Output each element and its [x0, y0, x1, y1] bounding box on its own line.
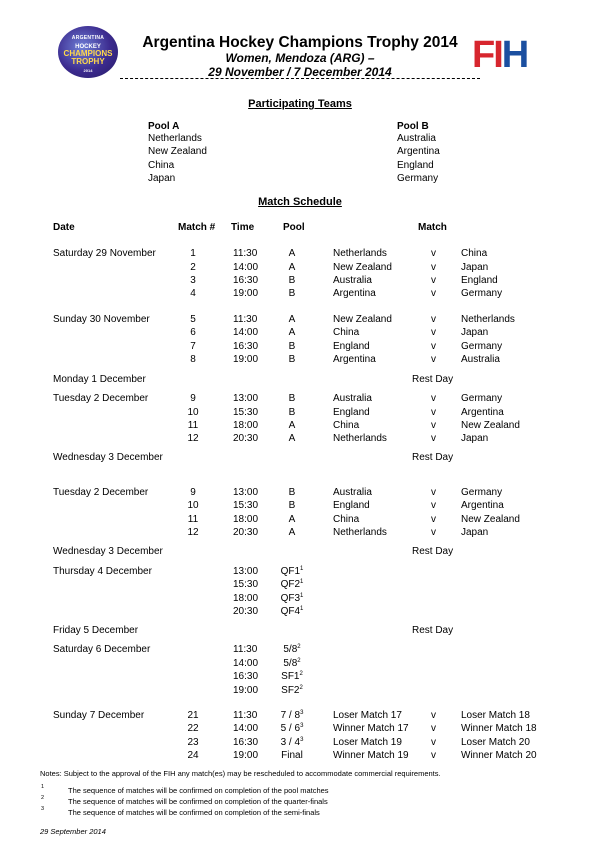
match-time: 20:30	[233, 606, 259, 617]
home-team: England	[333, 500, 370, 511]
match-schedule-heading: Match Schedule	[258, 196, 342, 208]
away-team: Argentina	[461, 500, 504, 511]
versus-label: v	[431, 750, 436, 761]
pool-team: England	[397, 159, 434, 171]
away-team: Winner Match 18	[461, 723, 537, 734]
rest-day-label: Rest Day	[412, 452, 454, 463]
pool-b-heading: Pool B	[397, 121, 429, 132]
schedule-date: Sunday 7 December	[53, 710, 145, 721]
document-dates: 29 November / 7 December 2014	[208, 65, 392, 79]
footnote-marker: 3	[300, 737, 304, 743]
home-team: China	[333, 327, 360, 338]
schedule-date: Tuesday 2 December	[53, 393, 149, 404]
footnote-mark: 1	[41, 784, 45, 790]
match-number: 10	[187, 500, 199, 511]
home-team: Australia	[333, 275, 372, 286]
away-team: Netherlands	[461, 314, 515, 325]
match-number: 12	[187, 527, 199, 538]
rest-day-label: Rest Day	[412, 374, 454, 385]
pool-team: Australia	[397, 133, 436, 144]
versus-label: v	[431, 514, 436, 525]
match-time: 11:30	[233, 710, 258, 721]
versus-label: v	[431, 407, 436, 418]
footnote-marker: 2	[297, 644, 301, 650]
participating-teams-heading: Participating Teams	[248, 98, 352, 110]
pool-a-heading: Pool A	[148, 121, 180, 132]
match-pool: A	[288, 327, 296, 338]
match-time: 16:30	[233, 275, 259, 286]
home-team: Netherlands	[333, 248, 387, 259]
home-team: Argentina	[333, 288, 376, 299]
match-number: 7	[190, 341, 196, 352]
away-team: Germany	[461, 288, 503, 299]
match-pool: $5/8^2$	[283, 658, 301, 669]
match-number: 11	[187, 420, 199, 431]
schedule-date: Sunday 30 November	[53, 314, 150, 325]
footnote-marker: 1	[300, 566, 304, 572]
away-team: England	[461, 275, 498, 286]
match-pool: B	[288, 500, 296, 511]
match-pool: A	[288, 433, 296, 444]
match-time: 14:00	[233, 327, 259, 338]
pool-team: New Zealand	[148, 146, 207, 158]
versus-label: v	[431, 710, 436, 721]
match-time: 15:30	[233, 407, 259, 418]
home-team: Australia	[333, 487, 372, 498]
versus-label: v	[431, 393, 436, 404]
document-title: Argentina Hockey Champions Trophy 2014	[142, 34, 458, 51]
away-team: Germany	[461, 487, 503, 498]
schedule-date: Monday 1 December	[53, 374, 146, 385]
pool-team: Netherlands	[148, 133, 202, 144]
header-divider	[120, 78, 480, 79]
home-team: Loser Match 17	[333, 710, 402, 721]
versus-label: v	[431, 248, 436, 259]
match-number: 2	[190, 262, 196, 273]
match-pool: $QF4^1$	[280, 606, 304, 617]
match-time: 15:30	[233, 579, 259, 590]
footnote-text: The sequence of matches will be confirmed on completion of the semi-finals	[68, 808, 320, 817]
match-time: 19:00	[233, 750, 259, 761]
fih-logo: FIH	[472, 34, 528, 76]
away-team: China	[461, 248, 488, 259]
match-pool: A	[288, 527, 296, 538]
home-team: China	[333, 514, 360, 525]
match-number: 11	[187, 514, 199, 525]
away-team: Winner Match 20	[461, 750, 537, 761]
away-team: Japan	[461, 527, 489, 538]
match-pool: A	[288, 514, 296, 525]
match-time: 18:00	[233, 420, 259, 431]
col-time-header: Time	[231, 222, 255, 233]
home-team: Winner Match 17	[333, 723, 409, 734]
versus-label: v	[431, 275, 436, 286]
pool-team: Germany	[397, 172, 439, 184]
away-team: Japan	[461, 262, 489, 273]
match-pool: $SF1^2$	[281, 671, 303, 682]
match-pool: $SF2^2$	[281, 685, 303, 696]
match-pool: $3 / 4^3$	[280, 737, 304, 748]
document-subtitle: Women, Mendoza (ARG) –	[225, 51, 375, 65]
away-team: Argentina	[461, 407, 504, 418]
notes-text: Notes: Subject to the approval of the FIH any match(es) may be rescheduled to accommodate commercial requirements.	[40, 769, 441, 778]
footer-date: 29 September 2014	[40, 827, 106, 836]
match-pool: B	[288, 288, 296, 299]
rest-day-label: Rest Day	[412, 546, 454, 557]
match-pool: B	[288, 487, 296, 498]
match-time: 11:30	[233, 248, 258, 259]
versus-label: v	[431, 500, 436, 511]
home-team: Loser Match 19	[333, 737, 402, 748]
home-team: New Zealand	[333, 262, 392, 273]
schedule-date: Wednesday 3 December	[53, 546, 163, 557]
match-time: 16:30	[233, 737, 259, 748]
versus-label: v	[431, 288, 436, 299]
away-team: Japan	[461, 327, 489, 338]
match-number: 22	[187, 723, 199, 734]
pool-team: China	[148, 159, 175, 171]
schedule-date: Saturday 6 December	[53, 644, 151, 655]
match-pool: $5 / 6^3$	[280, 723, 304, 734]
pool-team: Japan	[148, 172, 176, 184]
footnote-marker: 3	[300, 723, 304, 729]
versus-label: v	[431, 723, 436, 734]
away-team: Germany	[461, 341, 503, 352]
away-team: Loser Match 20	[461, 737, 530, 748]
footnote-marker: 1	[300, 593, 304, 599]
match-pool: B	[288, 341, 296, 352]
match-number: 4	[190, 288, 196, 299]
match-pool: B	[288, 407, 296, 418]
rest-day-label: Rest Day	[412, 625, 454, 636]
match-number: 12	[187, 433, 199, 444]
match-pool: B	[288, 393, 296, 404]
match-time: 18:00	[233, 593, 259, 604]
footnote-marker: 3	[300, 710, 304, 716]
footnote-marker: 2	[299, 685, 303, 691]
schedule-date: Tuesday 2 December	[53, 487, 149, 498]
home-team: New Zealand	[333, 314, 392, 325]
champions-trophy-logo: ARGENTINA HOCKEY CHAMPIONS TROPHY 2014	[58, 26, 118, 78]
home-team: Netherlands	[333, 433, 387, 444]
match-time: 13:00	[233, 487, 259, 498]
match-number: 24	[187, 750, 199, 761]
match-number: 10	[187, 407, 199, 418]
pool-team: Argentina	[397, 146, 440, 158]
match-time: 14:00	[233, 262, 259, 273]
versus-label: v	[431, 314, 436, 325]
home-team: Argentina	[333, 354, 376, 365]
footnote-text: The sequence of matches will be confirmed on completion of the quarter-finals	[68, 797, 328, 806]
schedule-date: Friday 5 December	[53, 625, 139, 636]
match-time: 13:00	[233, 393, 259, 404]
away-team: Loser Match 18	[461, 710, 530, 721]
away-team: New Zealand	[461, 420, 520, 431]
footnote-marker: 2	[297, 658, 301, 664]
match-time: 16:30	[233, 671, 259, 682]
match-time: 16:30	[233, 341, 259, 352]
home-team: England	[333, 341, 370, 352]
footnote-marker: 1	[300, 606, 304, 612]
match-pool: $QF1^1$	[280, 566, 304, 577]
match-number: 1	[190, 248, 196, 259]
home-team: England	[333, 407, 370, 418]
match-number: 23	[187, 737, 199, 748]
match-time: 19:00	[233, 685, 259, 696]
footnote-mark: 3	[41, 806, 45, 812]
footnote-mark: 2	[41, 795, 45, 801]
match-pool: $7 / 8^3$	[280, 710, 304, 721]
match-time: 19:00	[233, 288, 259, 299]
versus-label: v	[431, 327, 436, 338]
versus-label: v	[431, 487, 436, 498]
away-team: Japan	[461, 433, 489, 444]
match-number: 8	[190, 354, 196, 365]
match-pool: A	[288, 262, 296, 273]
match-time: 14:00	[233, 658, 259, 669]
match-time: 11:30	[233, 644, 258, 655]
home-team: Australia	[333, 393, 372, 404]
match-pool: A	[288, 248, 296, 259]
match-pool: B	[288, 275, 296, 286]
match-pool: Final	[281, 750, 303, 761]
match-pool: $QF2^1$	[280, 579, 304, 590]
match-time: 20:30	[233, 527, 259, 538]
match-number: 21	[187, 710, 199, 721]
col-pool-header: Pool	[283, 222, 305, 233]
versus-label: v	[431, 433, 436, 444]
match-time: 14:00	[233, 723, 259, 734]
schedule-date: Saturday 29 November	[53, 248, 156, 259]
col-match-header: Match	[418, 222, 447, 233]
footnote-marker: 2	[299, 671, 303, 677]
match-time: 13:00	[233, 566, 259, 577]
match-pool: A	[288, 420, 296, 431]
match-pool: $5/8^2$	[283, 644, 301, 655]
match-time: 15:30	[233, 500, 259, 511]
col-date-header: Date	[53, 222, 75, 233]
home-team: China	[333, 420, 360, 431]
match-pool: B	[288, 354, 296, 365]
schedule-date: Wednesday 3 December	[53, 452, 163, 463]
match-number: 9	[190, 487, 196, 498]
footnote-text: The sequence of matches will be confirmed on completion of the pool matches	[68, 786, 329, 795]
match-pool: A	[288, 314, 296, 325]
versus-label: v	[431, 354, 436, 365]
match-number: 3	[190, 275, 196, 286]
match-number: 5	[190, 314, 196, 325]
versus-label: v	[431, 341, 436, 352]
match-number: 6	[190, 327, 196, 338]
versus-label: v	[431, 527, 436, 538]
match-number: 9	[190, 393, 196, 404]
match-time: 18:00	[233, 514, 259, 525]
versus-label: v	[431, 420, 436, 431]
match-time: 20:30	[233, 433, 259, 444]
home-team: Netherlands	[333, 527, 387, 538]
away-team: Germany	[461, 393, 503, 404]
footnote-marker: 1	[300, 579, 304, 585]
versus-label: v	[431, 737, 436, 748]
schedule-date: Thursday 4 December	[53, 566, 152, 577]
match-pool: $QF3^1$	[280, 593, 304, 604]
away-team: Australia	[461, 354, 500, 365]
away-team: New Zealand	[461, 514, 520, 525]
versus-label: v	[431, 262, 436, 273]
match-time: 11:30	[233, 314, 258, 325]
col-match-number-header: Match #	[178, 222, 216, 233]
home-team: Winner Match 19	[333, 750, 409, 761]
match-time: 19:00	[233, 354, 259, 365]
